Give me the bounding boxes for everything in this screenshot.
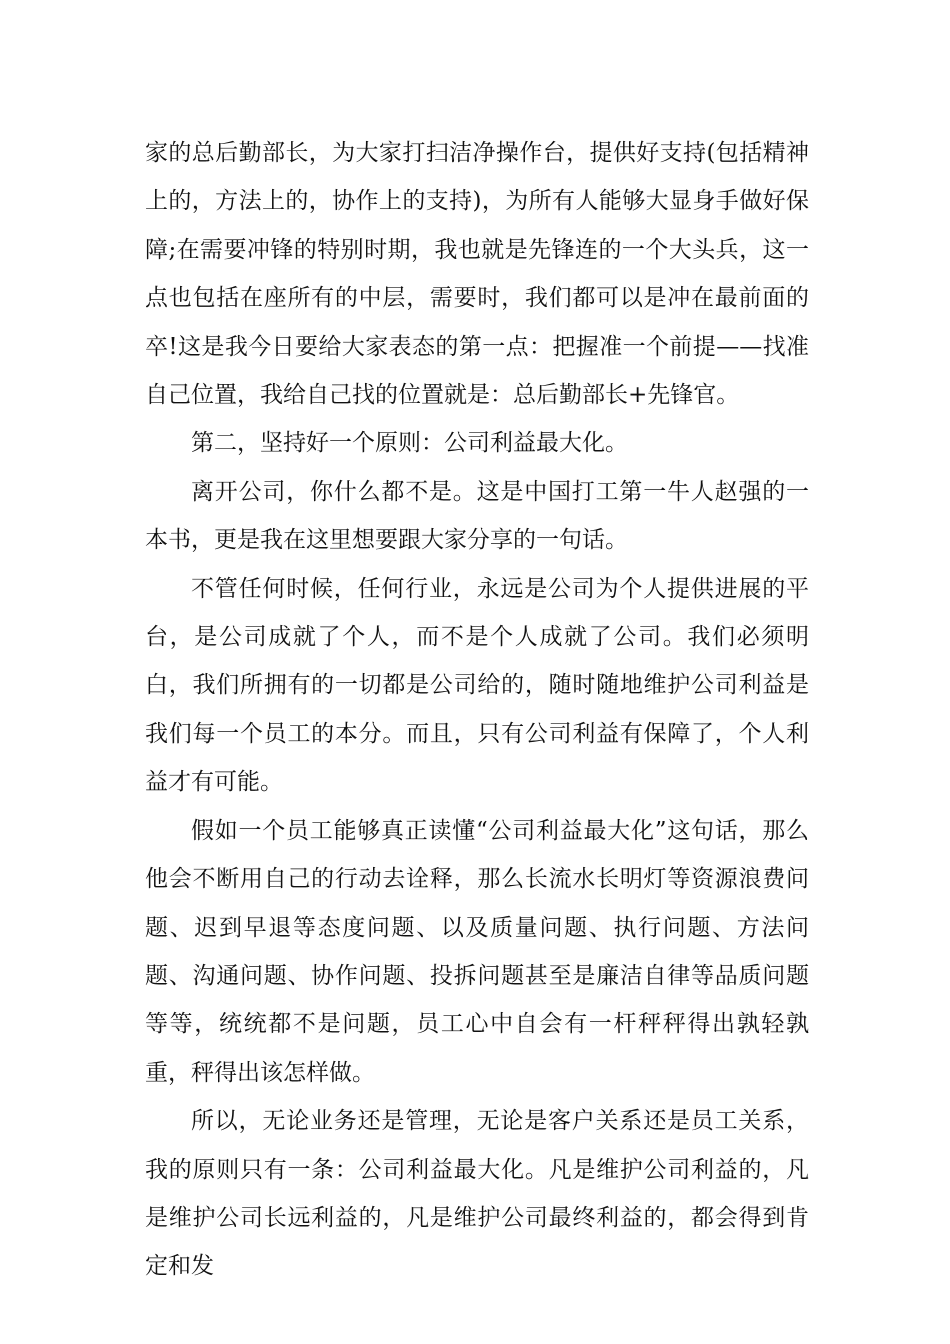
paragraph-5: 假如一个员工能够真正读懂“公司利益最大化”这句话，那么他会不断用自己的行动去诠释，那么长流水长明灯等资源浪费问题、迟到早退等态度问题、以及质量问题、执行问题、方法问题、沟通问题、协作问题、投拆问题甚至是廉洁自律等品质问题等等，统统都不是问题，员工心中自会有一杆秤秤得出孰轻孰重，秤得出该怎样做。	[145, 817, 809, 1086]
paragraph-6: 所以，无论业务还是管理，无论是客户关系还是员工关系，我的原则只有一条：公司利益最大化。凡是维护公司利益的，凡是维护公司长远利益的，凡是维护公司最终利益的，都会得到肯定和发	[145, 1108, 809, 1280]
document-body	[145, 129, 809, 1291]
paragraph-3: 离开公司，你什么都不是。这是中国打工第一牛人赵强的一本书，更是我在这里想要跟大家分享的一句话。	[145, 478, 809, 554]
paragraph-1: 家的总后勤部长，为大家打扫洁净操作台，提供好支持(包括精神上的，方法上的，协作上的支持)，为所有人能够大显身手做好保障;在需要冲锋的特别时期，我也就是先锋连的一个大头兵，这一点也包括在座所有的中层，需要时，我们都可以是冲在最前面的卒!这是我今日要给大家表态的第一点：把握准一个前提——找准自己位置，我给自己找的位置就是：总后勤部长+先锋官。	[145, 140, 809, 409]
paragraph-4: 不管任何时候，任何行业，永远是公司为个人提供进展的平台，是公司成就了个人，而不是个人成就了公司。我们必须明白，我们所拥有的一切都是公司给的，随时随地维护公司利益是我们每一个员工的本分。而且，只有公司利益有保障了，个人利益才有可能。	[145, 575, 809, 796]
paragraph-2: 第二，坚持好一个原则：公司利益最大化。	[191, 430, 628, 457]
